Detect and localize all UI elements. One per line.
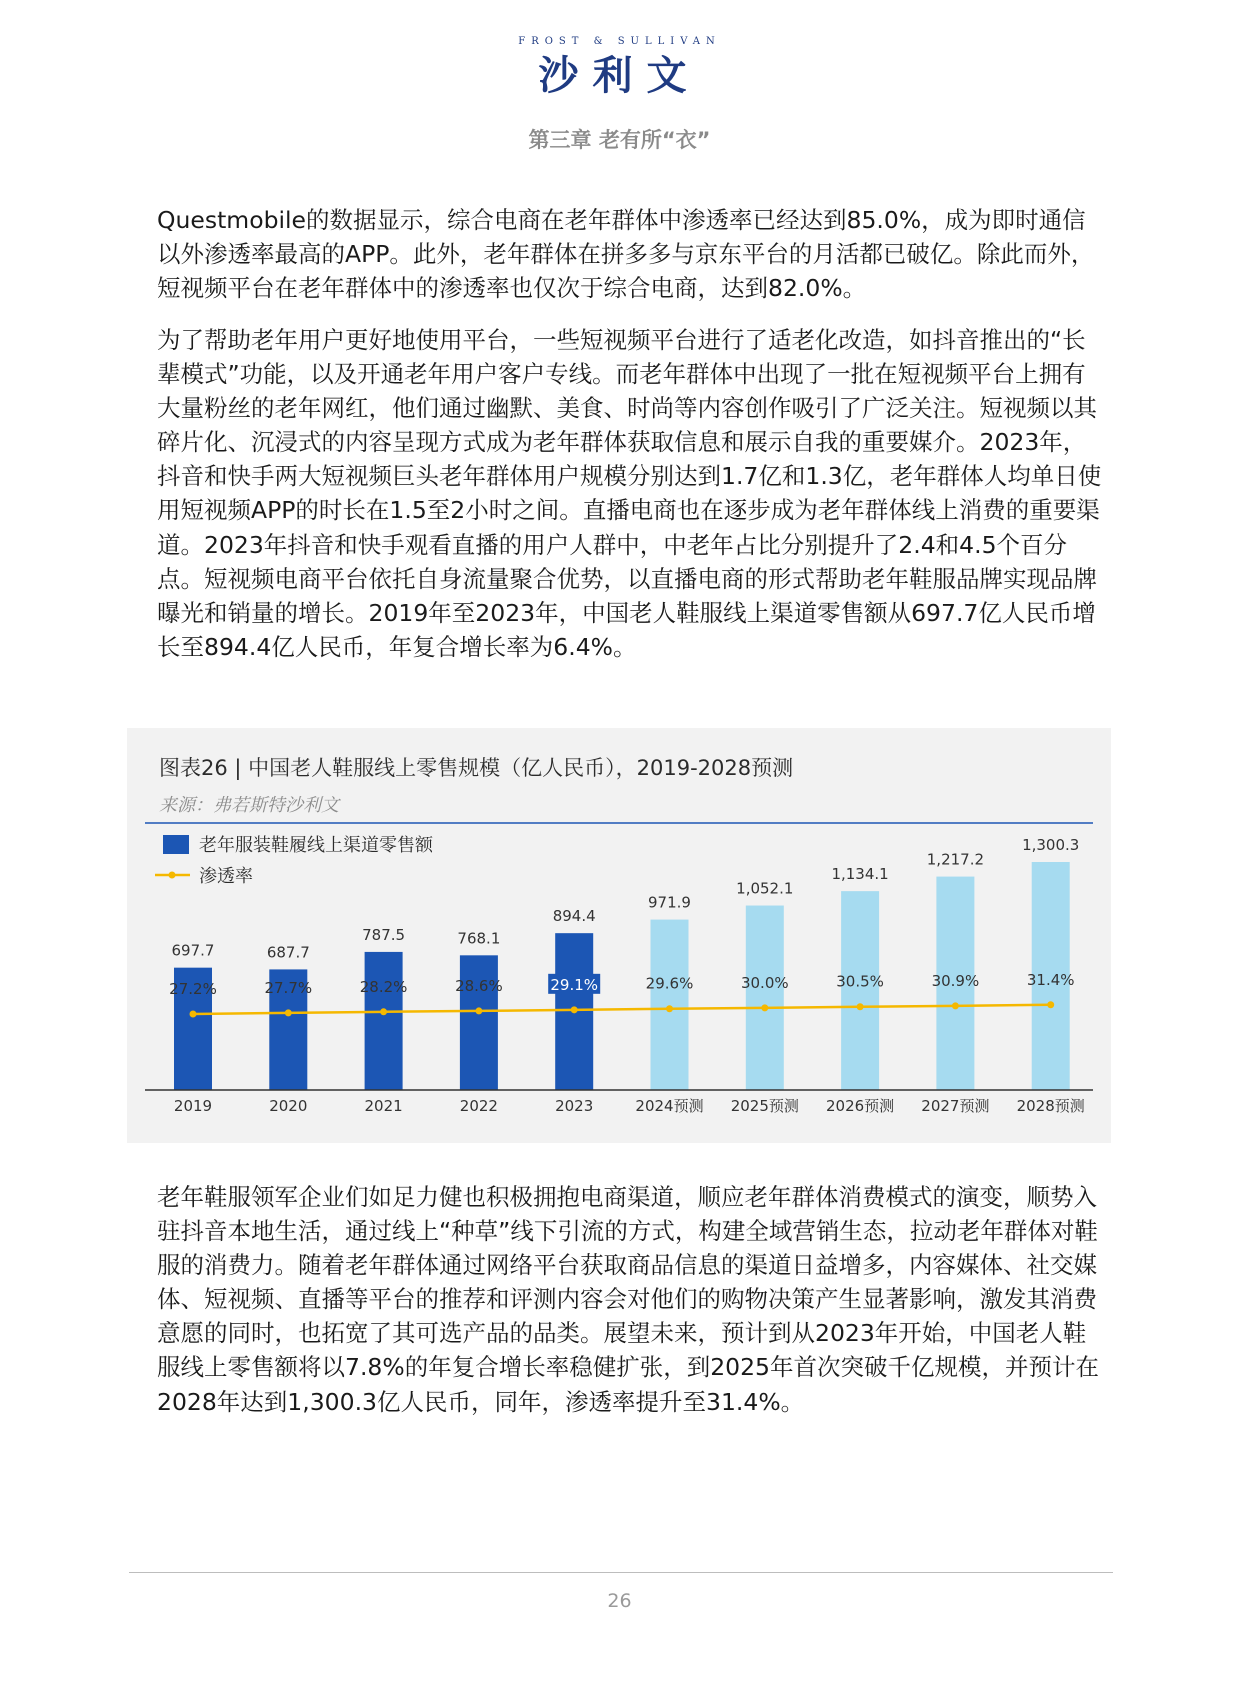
x-tick-label: 2026预测 xyxy=(826,1097,895,1115)
chart-panel xyxy=(127,728,1111,1143)
penetration-label: 31.4% xyxy=(1026,970,1075,989)
penetration-label: 30.5% xyxy=(836,972,884,991)
bar-value-label: 687.7 xyxy=(266,943,310,962)
paragraph-3: 老年鞋服领军企业们如足力健也积极拥抱电商渠道，顺应老年群体消费模式的演变，顺势入驻抖音本地生活，通过线上“种草”线下引流的方式，构建全域营销生态，拉动老年群体对鞋服的消费力。随着老年群体通过网络平台获取商品信息的渠道日益增多，内容媒体、社交媒体、短视频、直播等平台的推荐和评测内容会对他们的购物决策产生显著影响，激发其消费意愿的同时，也拓宽了其可选产品的品类。展望未来，预计到从2023年开始，中国老人鞋服线上零售额将以7.8%的年复合增长率稳健扩张，到2025年首次突破千亿规模，并预计在2028年达到1,300.3亿人民币，同年，渗透率提升至31.4%。 xyxy=(157,1183,1100,1416)
legend-line-marker xyxy=(169,872,176,879)
bar-2025预测 xyxy=(746,906,784,1090)
chart-source: 来源：弗若斯特沙利文 xyxy=(159,795,339,816)
legend-bar-swatch xyxy=(163,835,189,854)
x-tick-label: 2024预测 xyxy=(635,1097,704,1115)
legend-line-label: 渗透率 xyxy=(199,866,253,887)
penetration-label: 29.6% xyxy=(645,974,694,993)
logo-english: FROST & SULLIVAN xyxy=(518,36,721,47)
penetration-label: 29.1% xyxy=(550,975,599,994)
x-tick-label: 2025预测 xyxy=(730,1097,799,1115)
bar-value-label: 894.4 xyxy=(552,907,596,926)
paragraph-2: 为了帮助老年用户更好地使用平台，一些短视频平台进行了适老化改造，如抖音推出的“长辈模式”功能，以及开通老年用户客户专线。而老年群体中出现了一批在短视频平台上拥有大量粉丝的老年网红，他们通过幽默、美食、时尚等内容创作吸引了广泛关注。短视频以其碎片化、沉浸式的内容呈现方式成为老年群体获取信息和展示自我的重要媒介。2023年，抖音和快手两大短视频巨头老年群体用户规模分别达到1.7亿和1.3亿，老年群体人均单日使用短视频APP的时长在1.5至2小时之间。直播电商也在逐步成为老年群体线上消费的重要渠道。2023年抖音和快手观看直播的用户人群中，中老年占比分别提升了2.4和4.5个百分点。短视频电商平台依托自身流量聚合优势，以直播电商的形式帮助老年鞋服品牌实现品牌曝光和销量的增长。2019年至2023年，中国老人鞋服线上渠道零售额从697.7亿人民币增长至894.4亿人民币，年复合增长率为6.4%。 xyxy=(157,326,1102,661)
footer-divider xyxy=(129,1572,1113,1573)
penetration-label: 27.7% xyxy=(264,978,313,997)
page-number: 26 xyxy=(607,1590,632,1612)
penetration-label: 28.6% xyxy=(455,976,503,995)
paragraph-1: Questmobile的数据显示，综合电商在老年群体中渗透率已经达到85.0%，成为即时通信以外渗透率最高的APP。此外，老年群体在拼多多与京东平台的月活都已破亿。除此而外，短视频平台在老年群体中的渗透率也仅次于综合电商，达到82.0%。 xyxy=(157,206,1095,303)
penetration-point xyxy=(952,1002,959,1009)
penetration-point xyxy=(285,1009,292,1016)
bar-value-label: 1,052.1 xyxy=(736,879,794,898)
penetration-point xyxy=(475,1007,482,1014)
bar-value-label: 1,134.1 xyxy=(831,865,889,884)
x-tick-label: 2020 xyxy=(269,1097,308,1115)
x-tick-label: 2019 xyxy=(173,1097,213,1115)
chart-title: 图表26 | 中国老人鞋服线上零售规模（亿人民币），2019-2028预测 xyxy=(159,756,794,780)
penetration-label: 30.9% xyxy=(931,971,980,990)
penetration-point xyxy=(190,1011,197,1018)
bar-value-label: 1,300.3 xyxy=(1022,836,1080,854)
x-tick-label: 2027预测 xyxy=(921,1097,990,1115)
logo-chinese: 沙利文 xyxy=(538,53,701,99)
x-tick-label: 2022 xyxy=(459,1097,498,1115)
bar-value-label: 768.1 xyxy=(457,929,501,948)
penetration-point xyxy=(761,1004,768,1011)
penetration-label: 28.2% xyxy=(359,977,408,996)
penetration-point xyxy=(857,1003,864,1010)
penetration-point xyxy=(1047,1001,1054,1008)
bar-line-chart xyxy=(127,728,1111,1143)
legend-bar-label: 老年服装鞋履线上渠道零售额 xyxy=(199,835,433,856)
bar-value-label: 787.5 xyxy=(362,925,406,944)
x-tick-label: 2023 xyxy=(555,1097,594,1115)
penetration-point xyxy=(666,1005,673,1012)
penetration-label: 30.0% xyxy=(740,973,789,992)
penetration-point xyxy=(380,1008,387,1015)
penetration-point xyxy=(571,1006,578,1013)
x-tick-label: 2021 xyxy=(364,1097,403,1115)
bar-2021 xyxy=(365,952,403,1090)
penetration-line xyxy=(193,1005,1051,1014)
x-tick-label: 2028预测 xyxy=(1016,1097,1085,1115)
bar-value-label: 697.7 xyxy=(171,941,215,960)
bar-value-label: 971.9 xyxy=(648,893,691,912)
penetration-label: 27.2% xyxy=(169,980,217,998)
chapter-title: 第三章 老有所“衣” xyxy=(528,128,711,152)
bar-2024预测 xyxy=(651,920,689,1090)
bar-value-label: 1,217.2 xyxy=(926,850,985,869)
